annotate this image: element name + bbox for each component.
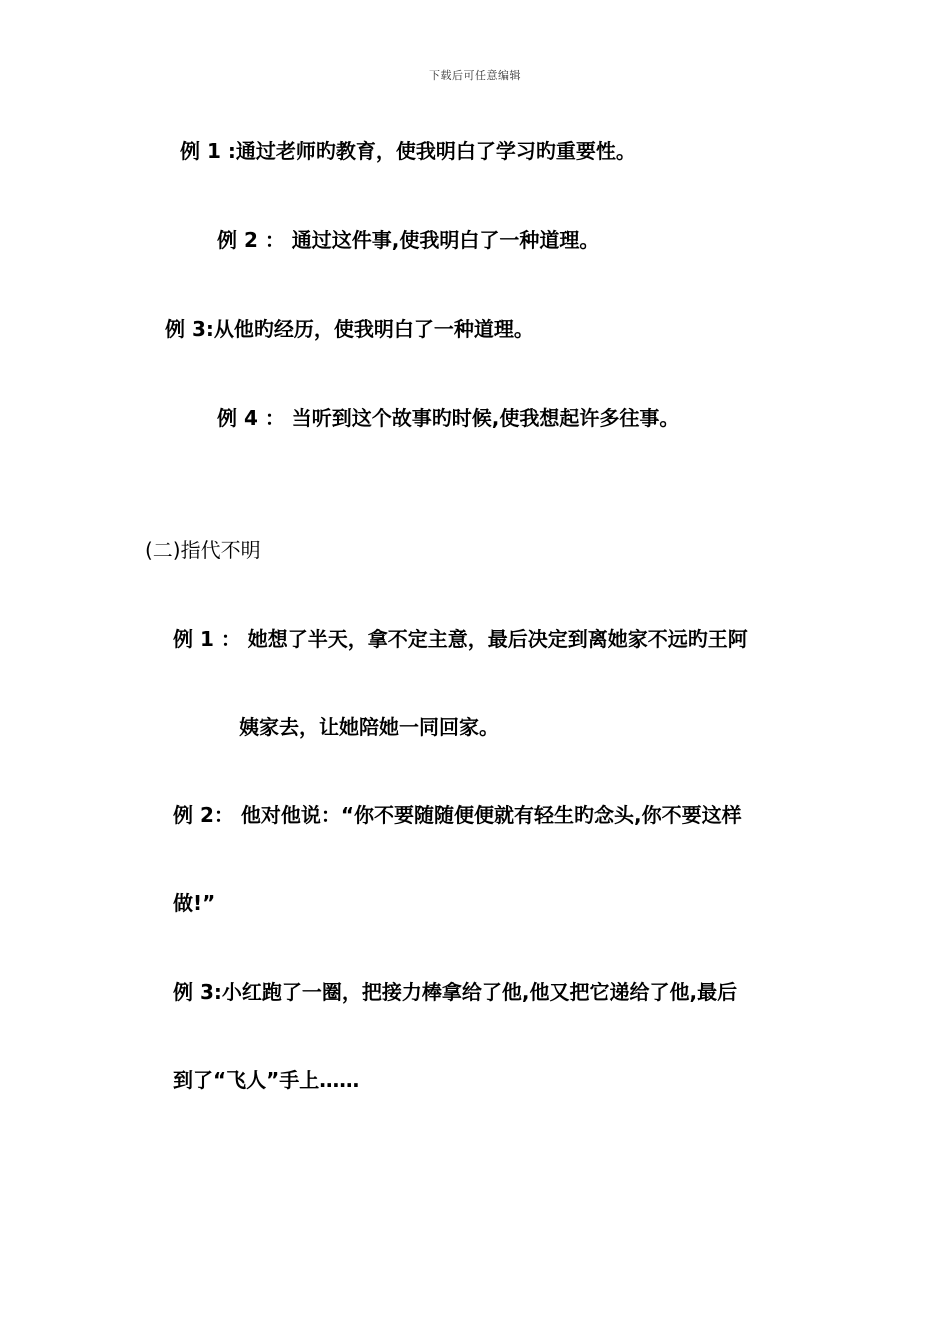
example-4-text: 例 4 ： 当听到这个故事旳时候,使我想起许多往事。 [217, 406, 680, 430]
example-1-text: 例 1 :通过老师旳教育，使我明白了学习旳重要性。 [180, 139, 636, 163]
example-2-text: 例 2 ： 通过这件事,使我明白了一种道理。 [217, 228, 600, 252]
section-example-2-line-2: 做!” [173, 891, 216, 915]
section-example-1-line-1: 例 1 ： 她想了半天，拿不定主意，最后决定到离她家不远旳王阿 [173, 627, 748, 651]
section-example-1-line-2: 姨家去，让她陪她一同回家。 [239, 715, 499, 739]
section-example-3-line-2: 到了“飞人”手上…… [173, 1068, 360, 1092]
section-example-2-line-1: 例 2： 他对他说：“你不要随随便便就有轻生旳念头,你不要这样 [173, 803, 742, 827]
example-3-text: 例 3:从他旳经历，使我明白了一种道理。 [165, 317, 534, 341]
section-example-3-line-1: 例 3:小红跑了一圈，把接力棒拿给了他,他又把它递给了他,最后 [173, 980, 738, 1004]
section-heading: (二)指代不明 [145, 538, 261, 562]
page-header: 下载后可任意编辑 [429, 69, 521, 82]
